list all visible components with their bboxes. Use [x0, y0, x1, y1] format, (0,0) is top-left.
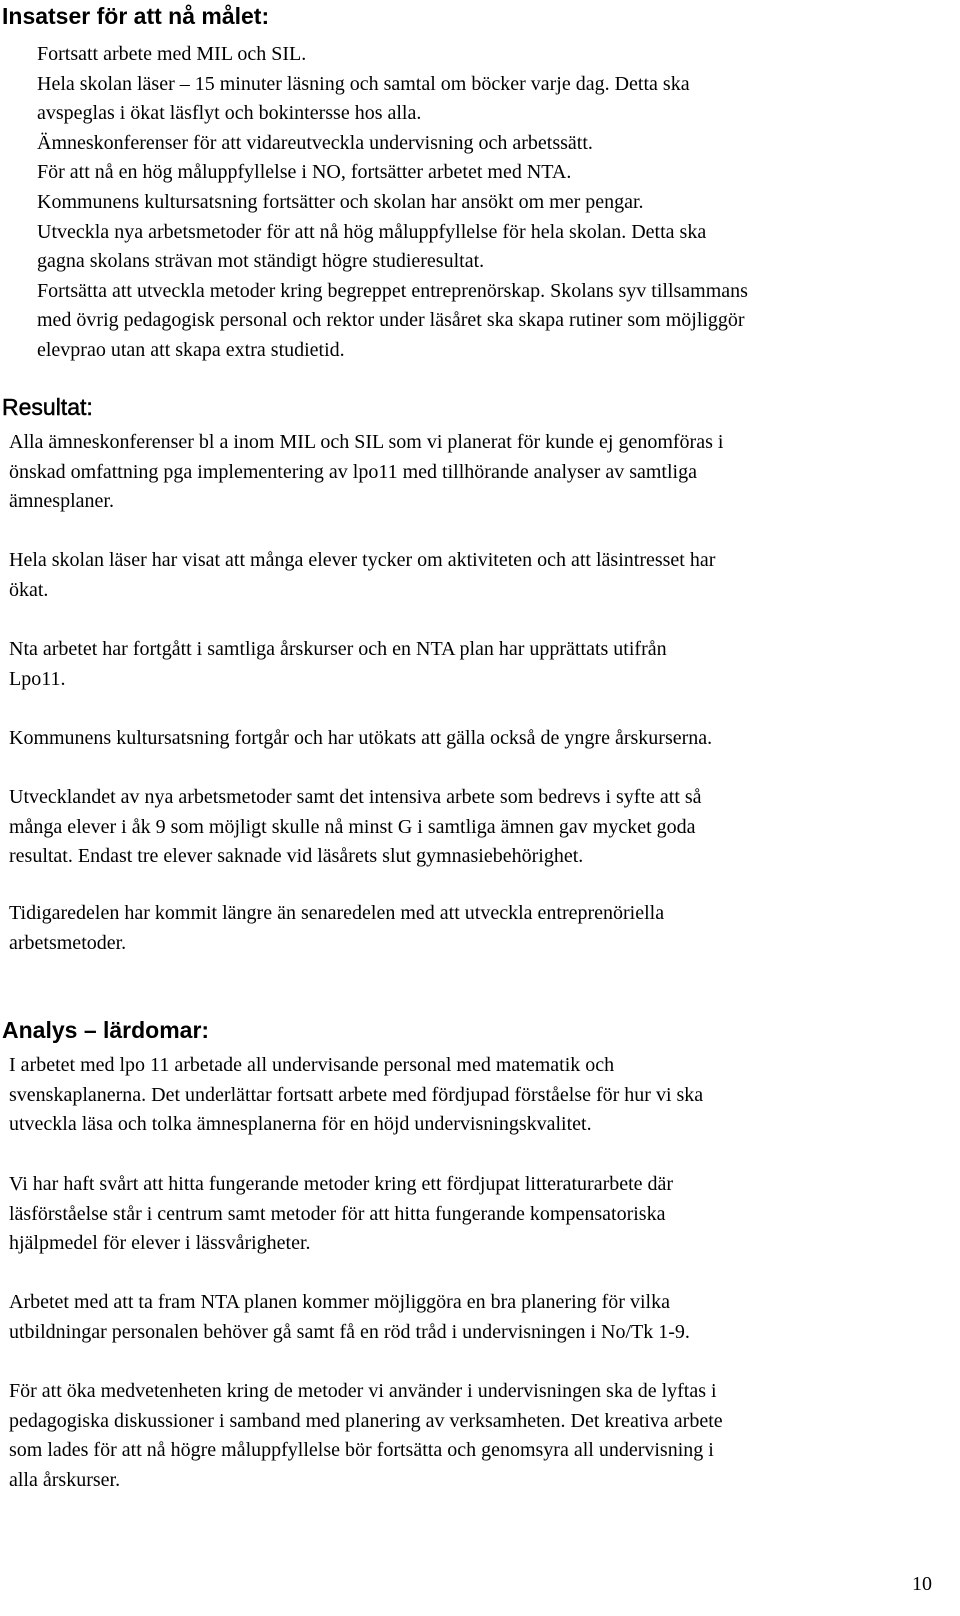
paragraph-resultat-1 [9, 428, 949, 517]
text-line: ökat. [9, 578, 49, 601]
text-line: många elever i åk 9 som möjligt skulle nå minst G i samtliga ämnen gav mycket goda [9, 815, 696, 838]
paragraph-analys-3 [9, 1288, 949, 1347]
text-line: Lpo11. [9, 667, 66, 690]
text-line: Hela skolan läser har visat att många elever tycker om aktiviteten och att läsintresset har [9, 549, 716, 571]
text-line: Fortsatt arbete med MIL och SIL. [37, 43, 307, 65]
section-heading-analys: Analys – lärdomar: [2, 1017, 210, 1043]
text-line: pedagogiska diskussioner i samband med planering av verksamheten. Det kreativa arbete [9, 1409, 723, 1432]
paragraph-resultat-4 [9, 724, 949, 754]
text-line: alla årskurser. [9, 1468, 121, 1491]
text-line: Utvecklandet av nya arbetsmetoder samt det intensiva arbete som bedrevs i syfte att så [9, 786, 702, 808]
text-line: önskad omfattning pga implementering av lpo11 med tillhörande analyser av samtliga [9, 460, 697, 483]
paragraph-resultat-2 [9, 546, 949, 605]
paragraph-resultat-6 [9, 899, 949, 958]
text-line: avspeglas i ökat läsflyt och bokintersse hos alla. [37, 102, 422, 125]
text-line: Arbetet med att ta fram NTA planen kommer möjliggöra en bra planering för vilka [9, 1291, 670, 1313]
section-heading-resultat: Resultat: [2, 394, 93, 420]
paragraph-resultat-5 [9, 783, 949, 872]
text-line: Kommunens kultursatsning fortsätter och skolan har ansökt om mer pengar. [37, 190, 644, 213]
text-line: svenskaplanerna. Det underlättar fortsatt arbete med fördjupad förståelse för hur vi ska [9, 1083, 704, 1106]
text-line: Vi har haft svårt att hitta fungerande metoder kring ett fördjupat litteraturarbete där [9, 1173, 674, 1195]
text-line: elevprao utan att skapa extra studietid. [37, 338, 345, 361]
paragraph-analys-4 [9, 1377, 949, 1495]
section-heading-insatser: Insatser för att nå målet: [2, 3, 270, 29]
text-line: I arbetet med lpo 11 arbetade all undervisande personal med matematik och [9, 1054, 615, 1076]
text-line: gagna skolans strävan mot ständigt högre studieresultat. [37, 250, 485, 273]
text-line: ämnesplaner. [9, 490, 114, 513]
text-line: Kommunens kultursatsning fortgår och har utökats att gälla också de yngre årskurserna. [9, 727, 713, 749]
paragraph-resultat-3 [9, 635, 949, 694]
paragraph-insatser-list [37, 40, 947, 366]
text-line: läsförståelse står i centrum samt metoder för att hitta fungerande kompensatoriska [9, 1202, 666, 1225]
text-line: Ämneskonferenser för att vidareutveckla undervisning och arbetssätt. [37, 131, 593, 154]
text-line: Alla ämneskonferenser bl a inom MIL och SIL som vi planerat för kunde ej genomföras i [9, 431, 724, 453]
text-line: Hela skolan läser – 15 minuter läsning och samtal om böcker varje dag. Detta ska [37, 72, 690, 95]
paragraph-analys-1 [9, 1051, 949, 1140]
text-line: utbildningar personalen behöver gå samt få en röd tråd i undervisningen i No/Tk 1-9. [9, 1320, 690, 1343]
page-number: 10 [912, 1573, 932, 1595]
text-line: hjälpmedel för elever i lässvårigheter. [9, 1232, 311, 1255]
text-line: resultat. Endast tre elever saknade vid läsårets slut gymnasiebehörighet. [9, 845, 584, 868]
text-line: som lades för att nå högre måluppfyllelse bör fortsätta och genomsyra all undervisning i [9, 1439, 714, 1462]
text-line: Utveckla nya arbetsmetoder för att nå hög måluppfyllelse för hela skolan. Detta ska [37, 220, 707, 243]
text-line: Nta arbetet har fortgått i samtliga årskurser och en NTA plan har upprättats utifrån [9, 638, 667, 660]
text-line: utveckla läsa och tolka ämnesplanerna för en höjd undervisningskvalitet. [9, 1113, 592, 1136]
text-line: För att nå en hög måluppfyllelse i NO, fortsätter arbetet med NTA. [37, 161, 572, 184]
text-line: med övrig pedagogisk personal och rektor under läsåret ska skapa rutiner som möjliggör [37, 309, 745, 332]
text-line: Fortsätta att utveckla metoder kring begreppet entreprenörskap. Skolans syv tillsammans [37, 279, 748, 302]
paragraph-analys-2 [9, 1170, 949, 1259]
text-line: arbetsmetoder. [9, 931, 127, 954]
text-line: Tidigaredelen har kommit längre än senaredelen med att utveckla entreprenöriella [9, 902, 665, 924]
text-line: För att öka medvetenheten kring de metoder vi använder i undervisningen ska de lyftas i [9, 1380, 717, 1402]
